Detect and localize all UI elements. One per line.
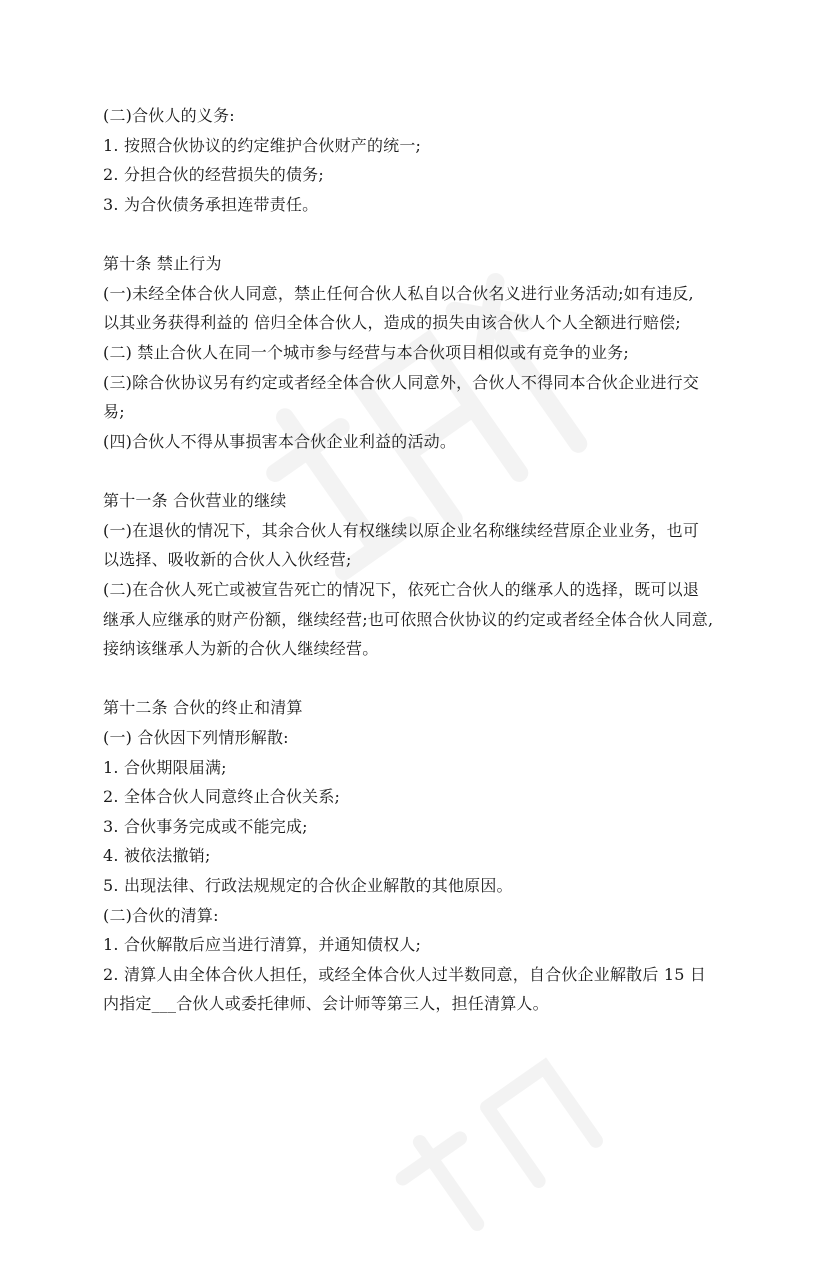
section-spacer (103, 664, 743, 694)
paragraph-line: 1. 合伙解散后应当进行清算，并通知债权人; (103, 935, 422, 955)
paragraph-line: (二)合伙人的义务: (103, 106, 235, 125)
section-partner-obligations (103, 101, 743, 219)
paragraph-line: 内指定___合伙人或委托律师、会计师等第三人，担任清算人。 (103, 994, 549, 1014)
paragraph-line: 以选择、吸收新的合伙人入伙经营; (103, 550, 352, 570)
paragraph-line: 3. 为合伙债务承担连带责任。 (103, 194, 319, 214)
paragraph-line: 1. 合伙期限届满; (103, 757, 227, 777)
paragraph-line: 2. 清算人由全体合伙人担任，或经全体合伙人过半数同意，自合伙企业解散后 15 日 (103, 964, 707, 984)
section-article-12 (103, 693, 743, 1019)
section-article-10 (103, 249, 743, 456)
paragraph-line: 继承人应继承的财产份额，继续经营;也可依照合伙协议的约定或者经全体合伙人同意, (103, 609, 714, 629)
paragraph-line: 2. 全体合伙人同意终止合伙关系; (103, 787, 341, 807)
section-heading: 第十二条 合伙的终止和清算 (103, 698, 303, 718)
paragraph-line: (一)在退伙的情况下，其余合伙人有权继续以原企业名称继续经营原企业业务，也可 (103, 520, 700, 540)
paragraph-line: 1. 按照合伙协议的约定维护合伙财产的统一; (103, 135, 422, 155)
section-article-11 (103, 486, 743, 664)
paragraph-line: (二)合伙的清算: (103, 905, 219, 925)
document-page (103, 101, 743, 1019)
paragraph-line: (一) 合伙因下列情形解散: (103, 728, 289, 748)
paragraph-line: 以其业务获得利益的 倍归全体合伙人，造成的损失由该合伙人个人全额进行赔偿; (103, 313, 681, 333)
paragraph-line: (四)合伙人不得从事损害本合伙企业利益的活动。 (103, 431, 457, 451)
paragraph-line: (一)未经全体合伙人同意，禁止任何合伙人私自以合伙名义进行业务活动;如有违反, (103, 283, 694, 303)
section-spacer (103, 219, 743, 249)
paragraph-line: 2. 分担合伙的经营损失的债务; (103, 165, 324, 185)
paragraph-line: 5. 出现法律、行政法规规定的合伙企业解散的其他原因。 (103, 876, 513, 896)
paragraph-line: 4. 被依法撤销; (103, 846, 211, 866)
paragraph-line: (三)除合伙协议另有约定或者经全体合伙人同意外，合伙人不得同本合伙企业进行交 (103, 372, 700, 392)
section-heading: 第十一条 合伙营业的继续 (103, 491, 287, 511)
paragraph-line: (二) 禁止合伙人在同一个城市参与经营与本合伙项目相似或有竞争的业务; (103, 342, 629, 362)
paragraph-line: (二)在合伙人死亡或被宣告死亡的情况下，依死亡合伙人的继承人的选择，既可以退 (103, 579, 700, 599)
paragraph-line: 接纳该继承人为新的合伙人继续经营。 (103, 639, 379, 659)
section-spacer (103, 456, 743, 486)
watermark-seal-graphic-bottom (369, 1016, 651, 1263)
paragraph-line: 3. 合伙事务完成或不能完成; (103, 816, 308, 836)
paragraph-line: 易; (103, 402, 125, 422)
section-heading: 第十条 禁止行为 (103, 254, 222, 274)
